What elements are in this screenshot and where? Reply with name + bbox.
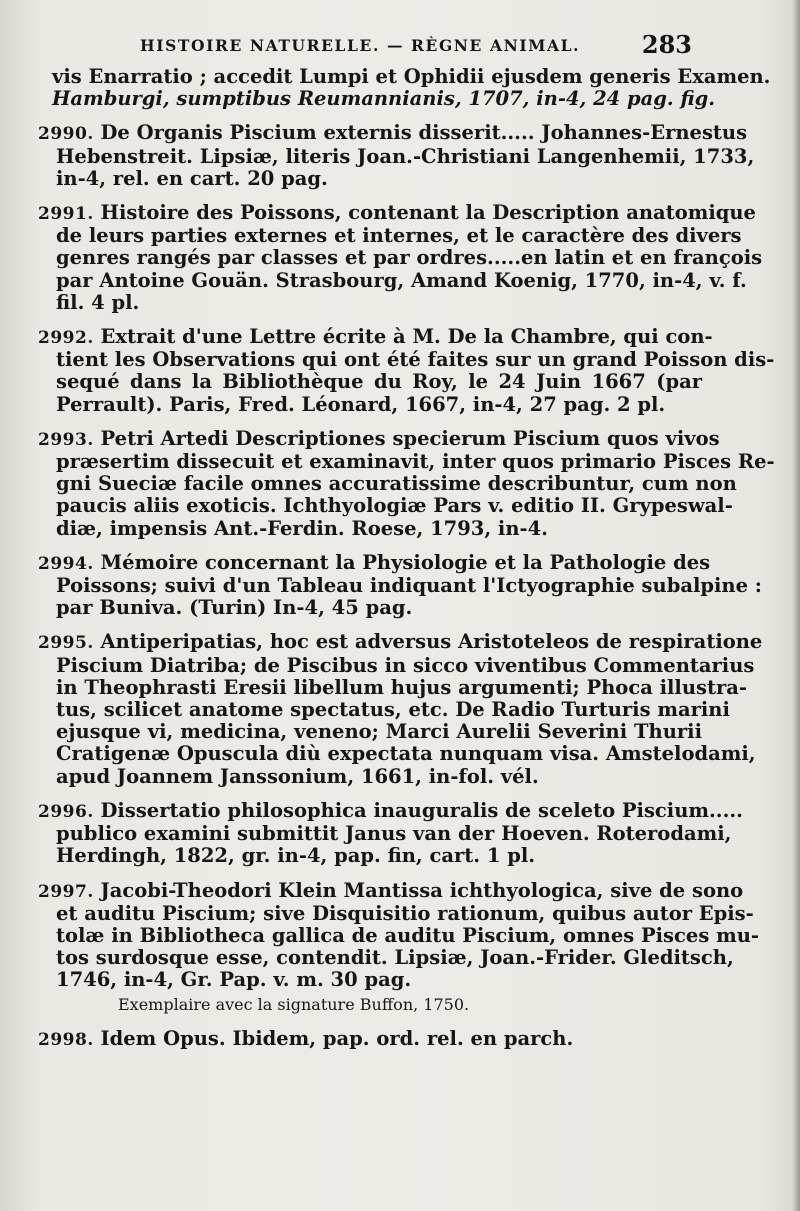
entry-line: par Antoine Gouän. Strasbourg, Amand Koenig, 1770, in-4, v. f. xyxy=(56,268,747,292)
entry-line xyxy=(38,798,743,823)
entry-number: 2991. xyxy=(38,204,94,225)
catalogue-entry xyxy=(38,630,763,788)
entry-text: Dissertatio philosophica inauguralis de sceleto Piscium..... xyxy=(93,798,743,822)
entry-line: præsertim dissecuit et examinavit, inter quos primario Pisces Re- xyxy=(56,450,775,474)
entry-text: Extrait d'une Lettre écrite à M. De la Chambre, qui con- xyxy=(93,325,713,349)
entry-line: de leurs parties externes et internes, et le caractère des divers xyxy=(56,224,742,248)
entry-line xyxy=(38,550,711,575)
entry-line: par Buniva. (Turin) In-4, 45 pag. xyxy=(56,596,413,620)
entry-number: 2990. xyxy=(38,124,94,145)
entry-note: Exemplaire avec la signature Buffon, 1750. xyxy=(118,994,470,1014)
entry-line xyxy=(38,1028,702,1051)
entry-line: tient les Observations qui ont été faites sur un grand Poisson dis- xyxy=(56,348,775,372)
entry-number: 2994. xyxy=(38,553,94,574)
entry-text: Petri Artedi Descriptiones specierum Piscium quos vivos xyxy=(93,426,720,450)
entry-number: 2995. xyxy=(38,633,94,654)
entry-number: 2993. xyxy=(38,429,94,450)
entry-number: 2996. xyxy=(38,801,94,822)
entry-text: Jacobi-Theodori Klein Mantissa ichthyologica, sive de sono xyxy=(93,878,744,902)
entry-line: Hamburgi, sumptibus Reumannianis, 1707, in-4, 24 pag. fig. xyxy=(52,87,716,111)
entry-line xyxy=(38,121,748,145)
entry-line: fil. 4 pl. xyxy=(56,290,140,314)
page-edge-shadow xyxy=(792,0,800,1211)
entry-line: genres rangés par classes et par ordres.....en latin et en françois xyxy=(56,246,763,270)
entry-line: Herdingh, 1822, gr. in-4, pap. fin, cart. 1 pl. xyxy=(56,844,536,868)
page-header xyxy=(140,30,700,60)
entry-text: Antiperipatias, hoc est adversus Aristoteleos de respiratione xyxy=(93,630,763,654)
entry-line xyxy=(38,630,763,654)
entry-number: 2992. xyxy=(38,328,94,349)
entry-line: 1746, in-4, Gr. Pap. v. m. 30 pag. xyxy=(56,968,412,992)
entry-line: in-4, rel. en cart. 20 pag. xyxy=(56,166,328,190)
entry-line xyxy=(38,878,744,903)
entry-line: in Theophrasti Eresii libellum hujus argumenti; Phoca illustra- xyxy=(56,675,748,699)
entry-number: 2997. xyxy=(38,881,94,902)
entry-line: gni Sueciæ facile omnes accuratissime describuntur, cum non xyxy=(56,472,737,496)
entry-line: apud Joannem Janssonium, 1661, in-fol. vél. xyxy=(56,764,539,788)
running-head: HISTOIRE NATURELLE. — RÈGNE ANIMAL. xyxy=(140,36,581,55)
entry-line: diæ, impensis Ant.-Ferdin. Roese, 1793, in-4. xyxy=(56,516,548,540)
entry-text: Idem Opus. Ibidem, pap. ord. rel. en parch. xyxy=(93,1026,574,1050)
catalogue-entries xyxy=(38,65,775,1063)
entry-line xyxy=(38,426,720,451)
entry-text: Mémoire concernant la Physiologie et la Pathologie des xyxy=(93,550,711,574)
catalogue-entry xyxy=(38,121,755,190)
catalogue-entry xyxy=(52,65,771,111)
catalogue-entry xyxy=(38,426,775,540)
entry-line: ejusque vi, medicina, veneno; Marci Aurelii Severini Thurii xyxy=(56,720,702,744)
entry-line: tus, scilicet anatome spectatus, etc. De Radio Turturis marini xyxy=(56,698,730,722)
catalogue-entry xyxy=(38,798,743,868)
entry-line: tos surdosque esse, contendit. Lipsiæ, Joan.-Frider. Gleditsch, xyxy=(56,946,734,970)
entry-line: Perrault). Paris, Fred. Léonard, 1667, in-4, 27 pag. 2 pl. xyxy=(56,392,666,416)
entry-line xyxy=(38,201,756,225)
entry-line: publico examini submittit Janus van der Hoeven. Roterodami, xyxy=(56,822,732,846)
entry-text: De Organis Piscium externis disserit..... Johannes-Ernestus xyxy=(93,121,748,145)
entry-line xyxy=(38,325,713,349)
catalogue-entry xyxy=(38,550,762,620)
entry-line: tolæ in Bibliotheca gallica de auditu Piscium, omnes Pisces mu- xyxy=(56,923,759,947)
entry-line: et auditu Piscium; sive Disquisitio rationum, quibus autor Epis- xyxy=(56,901,754,925)
page-number: 283 xyxy=(641,30,692,59)
entry-number: 2998. xyxy=(38,1029,94,1050)
catalogue-entry xyxy=(38,325,775,416)
entry-line: Cratigenæ Opuscula diù expectata nunquam visa. Amstelodami, xyxy=(56,742,756,766)
entry-line: paucis aliis exoticis. Ichthyologiæ Pars v. editio II. Grypeswal- xyxy=(56,494,733,518)
entry-line: Piscium Diatriba; de Piscibus in sicco viventibus Commentarius xyxy=(56,653,755,677)
entry-line: vis Enarratio ; accedit Lumpi et Ophidii ejusdem generis Examen. xyxy=(52,65,771,88)
entry-line: Hebenstreit. Lipsiæ, literis Joan.-Christiani Langenhemii, 1733, xyxy=(56,144,755,168)
entry-text: Histoire des Poissons, contenant la Description anatomique xyxy=(93,201,756,225)
catalogue-entry xyxy=(38,1028,702,1051)
catalogue-entry xyxy=(38,878,759,1016)
entry-line: Poissons; suivi d'un Tableau indiquant l'Ictyographie subalpine : xyxy=(56,574,762,598)
catalogue-entry xyxy=(38,201,763,314)
entry-line: sequé dans la Bibliothèque du Roy, le 24 Juin 1667 (par xyxy=(56,370,702,394)
